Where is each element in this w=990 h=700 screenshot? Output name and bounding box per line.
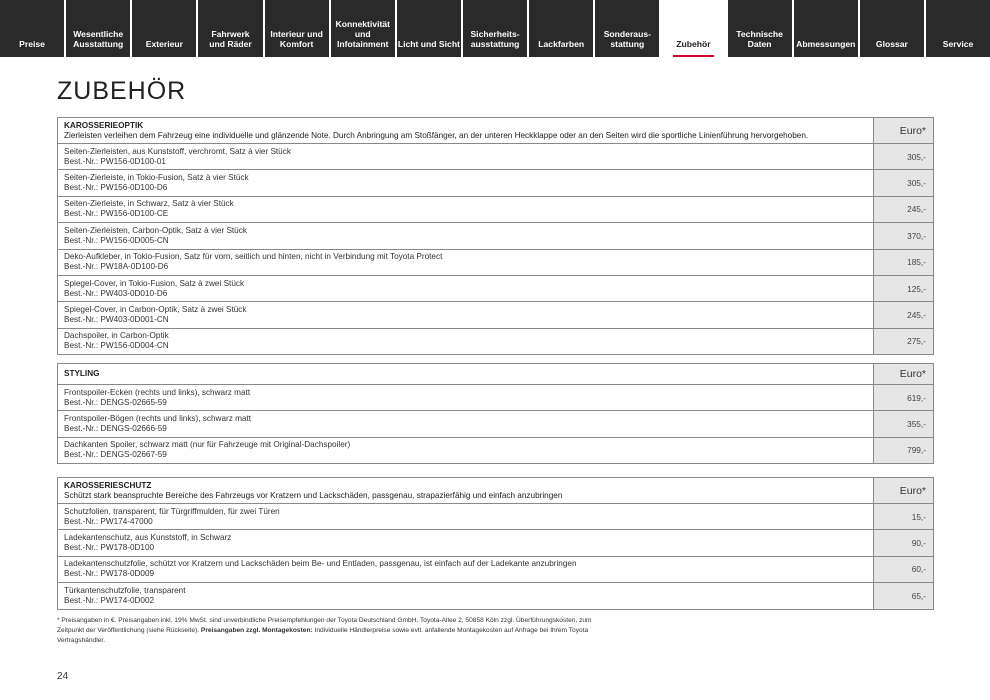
table-row — [58, 504, 933, 530]
table-row — [58, 583, 933, 608]
footnote-text: * Preisangaben in €. Preisangaben inkl. 19% MwSt. sind unverbindliche Preisempfehlungen der Toyota Deutschland GmbH, Toyota-Allee 2, 50858 Köln zzgl. Überführungskosten, zum Zeitpunkt der Veröffentlichung (siehe Rückseite). — [57, 617, 592, 634]
nav-tab-label: Exterieur — [145, 39, 183, 49]
table-row — [58, 250, 933, 276]
page-title: ZUBEHÖR — [57, 77, 187, 105]
item-order-number: Best.-Nr.: PW156-0D100-01 — [64, 156, 166, 166]
item-text — [58, 276, 873, 301]
item-price: 355,- — [873, 411, 933, 436]
footnote-text-end: Individuelle Händlerpreise sowie evtl. anfallende Montagekosten auf Anfrage bei Ihrem Toyota Vertragshändler. — [57, 626, 589, 644]
nav-tab[interactable] — [265, 0, 329, 57]
nav-tab-label: Fahrwerk und Räder — [209, 29, 252, 49]
nav-tab[interactable] — [595, 0, 659, 57]
price-footnote — [57, 616, 617, 645]
item-price: 799,- — [873, 438, 933, 463]
item-text — [58, 504, 873, 529]
nav-tab[interactable] — [794, 0, 858, 57]
item-description: Spiegel-Cover, in Tokio-Fusion, Satz à zwei Stück — [64, 278, 245, 288]
table-row — [58, 385, 933, 411]
item-description: Spiegel-Cover, in Carbon-Optik, Satz à zwei Stück — [64, 305, 247, 315]
item-order-number: Best.-Nr.: PW156-0D005-CN — [64, 235, 169, 245]
item-description: Dachspoiler, in Carbon-Optik — [64, 331, 169, 341]
nav-tab-label: Service — [942, 39, 974, 49]
item-price: 90,- — [873, 530, 933, 555]
table-row — [58, 329, 933, 354]
nav-tab[interactable] — [397, 0, 461, 57]
section-description: Schützt stark beanspruchte Bereiche des Fahrzeugs vor Kratzern und Lackschäden, passgenau, strapazierfähig und einfach anzubringen — [64, 490, 563, 500]
footnote-bold-text: Preisangaben zzgl. Montagekosten: — [200, 626, 313, 634]
item-order-number: Best.-Nr.: PW403-0D001-CN — [64, 315, 169, 325]
section-karosserieoptik — [57, 117, 934, 355]
item-price: 245,- — [873, 302, 933, 327]
price-column-header: Euro* — [873, 478, 933, 503]
item-order-number: Best.-Nr.: PW156-0D100-D6 — [64, 183, 168, 193]
nav-tab[interactable] — [661, 0, 725, 57]
item-price: 245,- — [873, 197, 933, 222]
item-price: 65,- — [873, 583, 933, 608]
nav-tab-label: Konnektivität und Infotainment — [335, 19, 390, 49]
nav-tab-label: Sicherheits- ausstattung — [470, 29, 520, 49]
item-text — [58, 583, 873, 608]
item-price: 15,- — [873, 504, 933, 529]
item-description: Frontspoiler-Ecken (rechts und links), schwarz matt — [64, 387, 251, 397]
item-description: Seiten-Zierleisten, aus Kunststoff, verchromt, Satz à vier Stück — [64, 146, 291, 156]
section-header-text — [58, 364, 873, 384]
table-row — [58, 438, 933, 463]
nav-tab[interactable] — [66, 0, 130, 57]
item-text — [58, 438, 873, 463]
table-row — [58, 530, 933, 556]
nav-tab-label: Interieur und Komfort — [270, 29, 323, 49]
item-text — [58, 530, 873, 555]
top-navigation — [0, 0, 990, 57]
item-order-number: Best.-Nr.: PW174-0D002 — [64, 595, 155, 605]
item-text — [58, 302, 873, 327]
section-karosserieschutz — [57, 477, 934, 610]
item-price: 125,- — [873, 276, 933, 301]
section-header — [58, 364, 933, 385]
item-text — [58, 250, 873, 275]
item-text — [58, 411, 873, 436]
item-description: Schutzfolien, transparent, für Türgriffmulden, für zwei Türen — [64, 506, 280, 516]
table-row — [58, 302, 933, 328]
section-name: KAROSSERIEOPTIK — [64, 120, 144, 130]
item-description: Ladekantenschutz, aus Kunststoff, in Schwarz — [64, 533, 232, 543]
nav-tab[interactable] — [198, 0, 262, 57]
item-text — [58, 223, 873, 248]
nav-tab-label: Zubehör — [676, 39, 711, 49]
item-text — [58, 170, 873, 195]
item-order-number: Best.-Nr.: DENGS-02667-59 — [64, 450, 167, 460]
nav-tab[interactable] — [529, 0, 593, 57]
item-text — [58, 329, 873, 354]
section-name: KAROSSERIESCHUTZ — [64, 480, 152, 490]
item-order-number: Best.-Nr.: PW156-0D004-CN — [64, 341, 169, 351]
nav-tab[interactable] — [728, 0, 792, 57]
item-text — [58, 144, 873, 169]
nav-tab[interactable] — [132, 0, 196, 57]
item-description: Dachkanten Spoiler, schwarz matt (nur für Fahrzeuge mit Original-Dachspoiler) — [64, 440, 351, 450]
table-row — [58, 276, 933, 302]
item-text — [58, 197, 873, 222]
price-column-header: Euro* — [873, 364, 933, 384]
table-row — [58, 557, 933, 583]
item-price: 619,- — [873, 385, 933, 410]
table-row — [58, 170, 933, 196]
section-header-text — [58, 118, 873, 143]
section-header — [58, 118, 933, 144]
item-description: Seiten-Zierleisten, Carbon-Optik, Satz à vier Stück — [64, 225, 247, 235]
item-price: 60,- — [873, 557, 933, 582]
item-order-number: Best.-Nr.: DENGS-02666-59 — [64, 424, 167, 434]
nav-tab-label: Lackfarben — [538, 39, 585, 49]
nav-tab-label: Wesentliche Ausstattung — [73, 29, 124, 49]
item-order-number: Best.-Nr.: PW18A-0D100-D6 — [64, 262, 169, 272]
table-row — [58, 411, 933, 437]
nav-tab[interactable] — [926, 0, 990, 57]
nav-tab-label: Glossar — [875, 39, 908, 49]
page-number: 24 — [57, 671, 69, 682]
table-row — [58, 144, 933, 170]
section-header — [58, 478, 933, 504]
item-description: Deko-Aufkleber, in Tokio-Fusion, Satz für vorn, seitlich und hinten, nicht in Verbindung mit Toyota Protect — [64, 252, 443, 262]
item-order-number: Best.-Nr.: PW178-0D009 — [64, 569, 155, 579]
section-header-text — [58, 478, 873, 503]
section-styling — [57, 363, 934, 464]
nav-tab[interactable] — [463, 0, 527, 57]
item-price: 305,- — [873, 170, 933, 195]
item-description: Ladekantenschutzfolie, schützt vor Kratzern und Lackschäden beim Be- und Entladen, passgenau, ist einfach auf der Ladekante anzubringen — [64, 559, 577, 569]
nav-tab[interactable] — [331, 0, 395, 57]
item-order-number: Best.-Nr.: PW174-47000 — [64, 516, 153, 526]
item-description: Seiten-Zierleiste, in Schwarz, Satz à vier Stück — [64, 199, 234, 209]
section-description: Zierleisten verleihen dem Fahrzeug eine individuelle und glänzende Note. Durch Anbringung am Stoßfänger, an der unteren Heckklappe oder an den Seiten wird die sportliche Linienführung hervorgehoben. — [64, 130, 809, 140]
item-order-number: Best.-Nr.: PW403-0D010-D6 — [64, 288, 168, 298]
item-price: 275,- — [873, 329, 933, 354]
nav-tab-label: Sonderaus- stattung — [603, 29, 651, 49]
nav-tab[interactable] — [0, 0, 64, 57]
item-price: 185,- — [873, 250, 933, 275]
nav-tab-label: Preise — [19, 39, 45, 49]
item-description: Frontspoiler-Bögen (rechts und links), schwarz matt — [64, 414, 252, 424]
item-order-number: Best.-Nr.: PW178-0D100 — [64, 543, 155, 553]
nav-tab-label: Technische Daten — [736, 29, 783, 49]
section-name: STYLING — [64, 369, 100, 378]
item-price: 305,- — [873, 144, 933, 169]
item-text — [58, 557, 873, 582]
item-description: Seiten-Zierleiste, in Tokio-Fusion, Satz à vier Stück — [64, 173, 249, 183]
price-column-header: Euro* — [873, 118, 933, 143]
item-order-number: Best.-Nr.: PW156-0D100-CE — [64, 209, 169, 219]
item-price: 370,- — [873, 223, 933, 248]
nav-tab[interactable] — [860, 0, 924, 57]
item-description: Türkantenschutzfolie, transparent — [64, 585, 186, 595]
nav-tab-label: Licht und Sicht — [397, 39, 460, 49]
table-row — [58, 197, 933, 223]
table-row — [58, 223, 933, 249]
item-order-number: Best.-Nr.: DENGS-02665-59 — [64, 397, 167, 407]
item-text — [58, 385, 873, 410]
nav-tab-label: Abmessungen — [796, 39, 856, 49]
